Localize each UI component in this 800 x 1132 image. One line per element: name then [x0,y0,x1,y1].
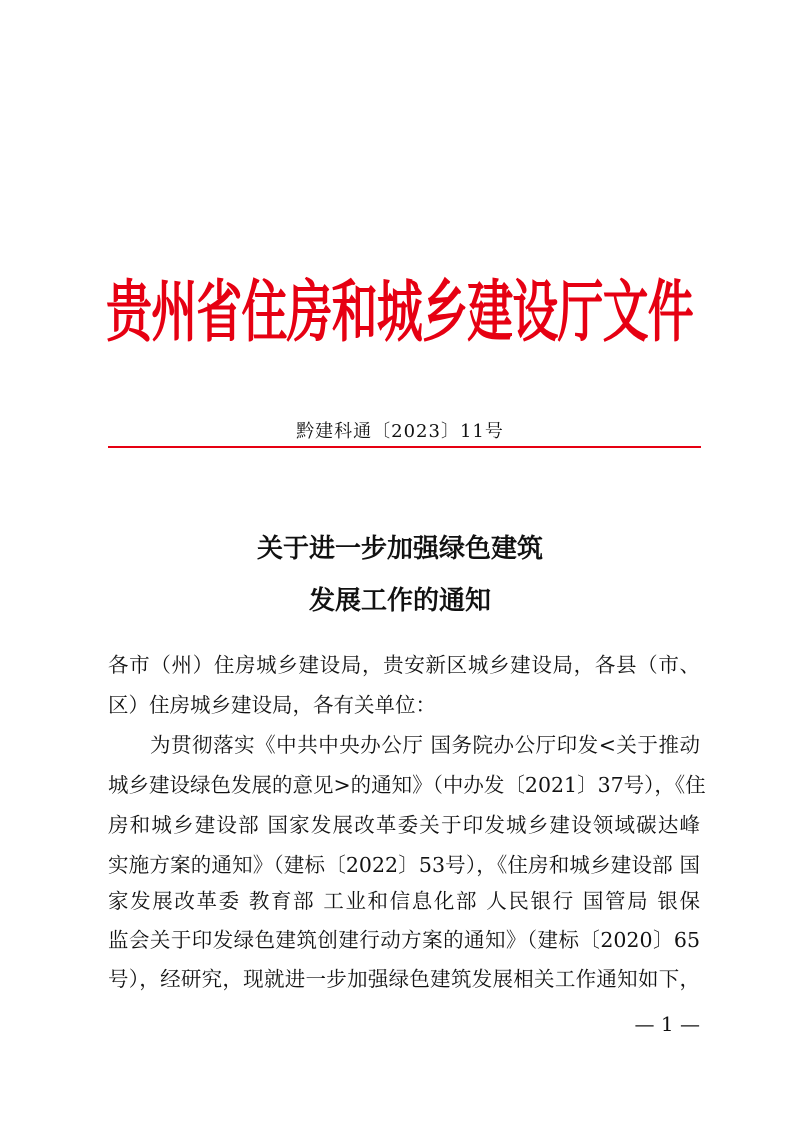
body-line: 为贯彻落实《中共中央办公厅 国务院办公厅印发<关于推动 [150,733,700,757]
document-masthead [0,262,800,352]
body-line: 实施方案的通知》（建标〔2022〕53号），《住房和城乡建设部 国 [108,853,700,877]
document-number: 黔建科通〔2023〕11号 [296,421,504,442]
body-line: 各市（州）住房城乡建设局，贵安新区城乡建设局，各县（市、 [108,653,700,677]
body-line: 号），经研究，现就进一步加强绿色建筑发展相关工作通知如下， [108,967,700,991]
body-line: 房和城乡建设部 国家发展改革委关于印发城乡建设领域碳达峰 [108,813,700,837]
body-line: 城乡建设绿色发展的意见>的通知》（中办发〔2021〕37号），《住 [108,773,706,797]
body-line: 家发展改革委 教育部 工业和信息化部 人民银行 国管局 银保 [108,889,700,913]
body-line: 区）住房城乡建设局，各有关单位： [108,693,436,717]
document-title-line-1: 关于进一步加强绿色建筑 [256,534,543,564]
document-title-line-2: 发展工作的通知 [308,586,491,616]
red-divider [108,446,701,448]
body-line: 监会关于印发绿色建筑创建行动方案的通知》（建标〔2020〕65 [108,928,700,952]
masthead-text: 贵州省住房和城乡建设厅文件 [106,272,694,352]
page-number: — 1 — [634,1012,700,1036]
